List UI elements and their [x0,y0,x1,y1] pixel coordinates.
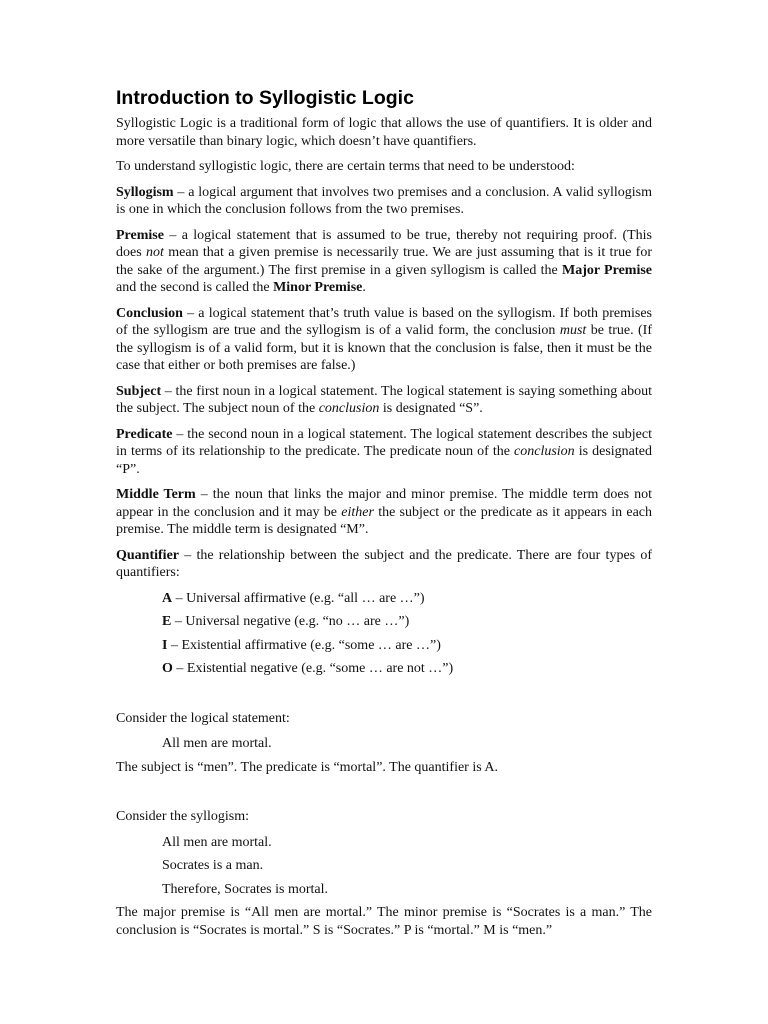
quantifier-item [162,660,652,678]
quantifier-item [162,637,652,655]
definition-text: . [362,280,366,295]
term-conclusion: Conclusion [116,305,183,321]
definition-text: mean that a given premise is necessarily true. We are just assuming that is it true for the sake of the argument.) The first premise in a given syllogism is called the [116,245,652,278]
quantifier-description: – Universal negative (e.g. “no … are …”) [171,614,410,629]
definition-quantifier [116,547,652,582]
quantifier-letter: A [162,590,173,606]
document-content [116,86,652,947]
quantifier-description: – Universal affirmative (e.g. “all … are …”) [172,590,425,606]
definition-middle-term [116,486,652,539]
example1-lead: Consider the logical statement: [116,710,290,726]
syllogism-line: Socrates is a man. [162,858,264,873]
definition-text: is designated “P”. [116,444,652,477]
definition-text: – a logical statement that is assumed to be true, thereby not requiring proof. (This does [116,227,652,260]
definition-subject [116,383,652,418]
definition-text: – the first noun in a logical statement. The logical statement is saying something about the subject. The subject noun of the [116,383,652,416]
definition-text: – the second noun in a logical statement. The logical statement describes the subject in terms of its relationship to the predicate. The predicate noun of the [116,426,652,459]
definition-syllogism [116,184,652,219]
term-minor-premise: Minor Premise [273,280,363,295]
definition-text: – a logical argument that involves two premises and a conclusion. A valid syllogism is one in which the conclusion follows from the two premises. [116,184,652,217]
terms-intro-paragraph: To understand syllogistic logic, there are certain terms that need to be understood: [116,159,575,174]
spacer [116,686,652,710]
definition-text: is designated “S”. [379,401,483,416]
definition-text: – the relationship between the subject and the predicate. There are four types of quantifiers: [116,547,652,580]
quantifier-letter: I [162,637,168,653]
quantifier-item [162,590,652,608]
definition-premise [116,227,652,297]
intro-paragraph: Syllogistic Logic is a traditional form of logic that allows the use of quantifiers. It is older and more versatile than binary logic, which doesn’t have quantifiers. [116,116,652,149]
example2-explanation: The major premise is “All men are mortal.” The minor premise is “Socrates is a man.” The conclusion is “Socrates is mortal.” S is “Socrates.” P is “mortal.” M is “men.” [116,905,652,938]
quantifier-description: – Existential affirmative (e.g. “some … are …”) [167,637,441,653]
term-syllogism: Syllogism [116,184,174,200]
definition-text: – the noun that links the major and minor premise. The middle term does not appear in the conclusion and it may be [116,487,652,520]
emphasis-text: conclusion [318,401,380,416]
example1-statement: All men are mortal. [162,736,272,751]
syllogism-line: All men are mortal. [162,834,272,850]
example2-lead: Consider the syllogism: [116,809,249,824]
term-subject: Subject [116,383,162,399]
term-quantifier: Quantifier [116,547,179,563]
quantifier-letter: E [162,614,172,629]
emphasis-text: not [146,245,164,260]
quantifier-letter: O [162,661,173,676]
definition-text: – a logical statement that’s truth value is based on the syllogism. If both premises of the syllogism are true and the syllogism is of a valid form, the conclusion [116,305,652,338]
page-title: Introduction to Syllogistic Logic [116,87,414,109]
definition-text: the subject or the predicate as it appears in each premise. The middle term is designated “M”. [116,504,653,537]
emphasis-text: must [559,323,587,338]
quantifier-item [162,613,652,631]
definition-text: be true. (If the syllogism is of a valid form, but it is known that the conclusion is false, then it must be the case that either or both premises are false.) [116,323,653,373]
quantifier-description: – Existential negative (e.g. “some … are not …”) [172,661,454,676]
term-middle-term: Middle Term [116,487,196,502]
emphasis-text: either [341,504,374,520]
quantifier-list [162,590,652,678]
syllogism-line: Therefore, Socrates is mortal. [162,881,328,897]
emphasis-text: conclusion [514,444,575,459]
definition-predicate [116,426,652,479]
example1-explanation: The subject is “men”. The predicate is “mortal”. The quantifier is A. [116,759,499,775]
term-major-premise: Major Premise [561,262,652,278]
spacer [116,784,652,808]
definition-conclusion [116,305,652,375]
definition-text: and the second is called the [116,280,274,295]
term-predicate: Predicate [116,426,173,442]
term-premise: Premise [116,227,164,243]
